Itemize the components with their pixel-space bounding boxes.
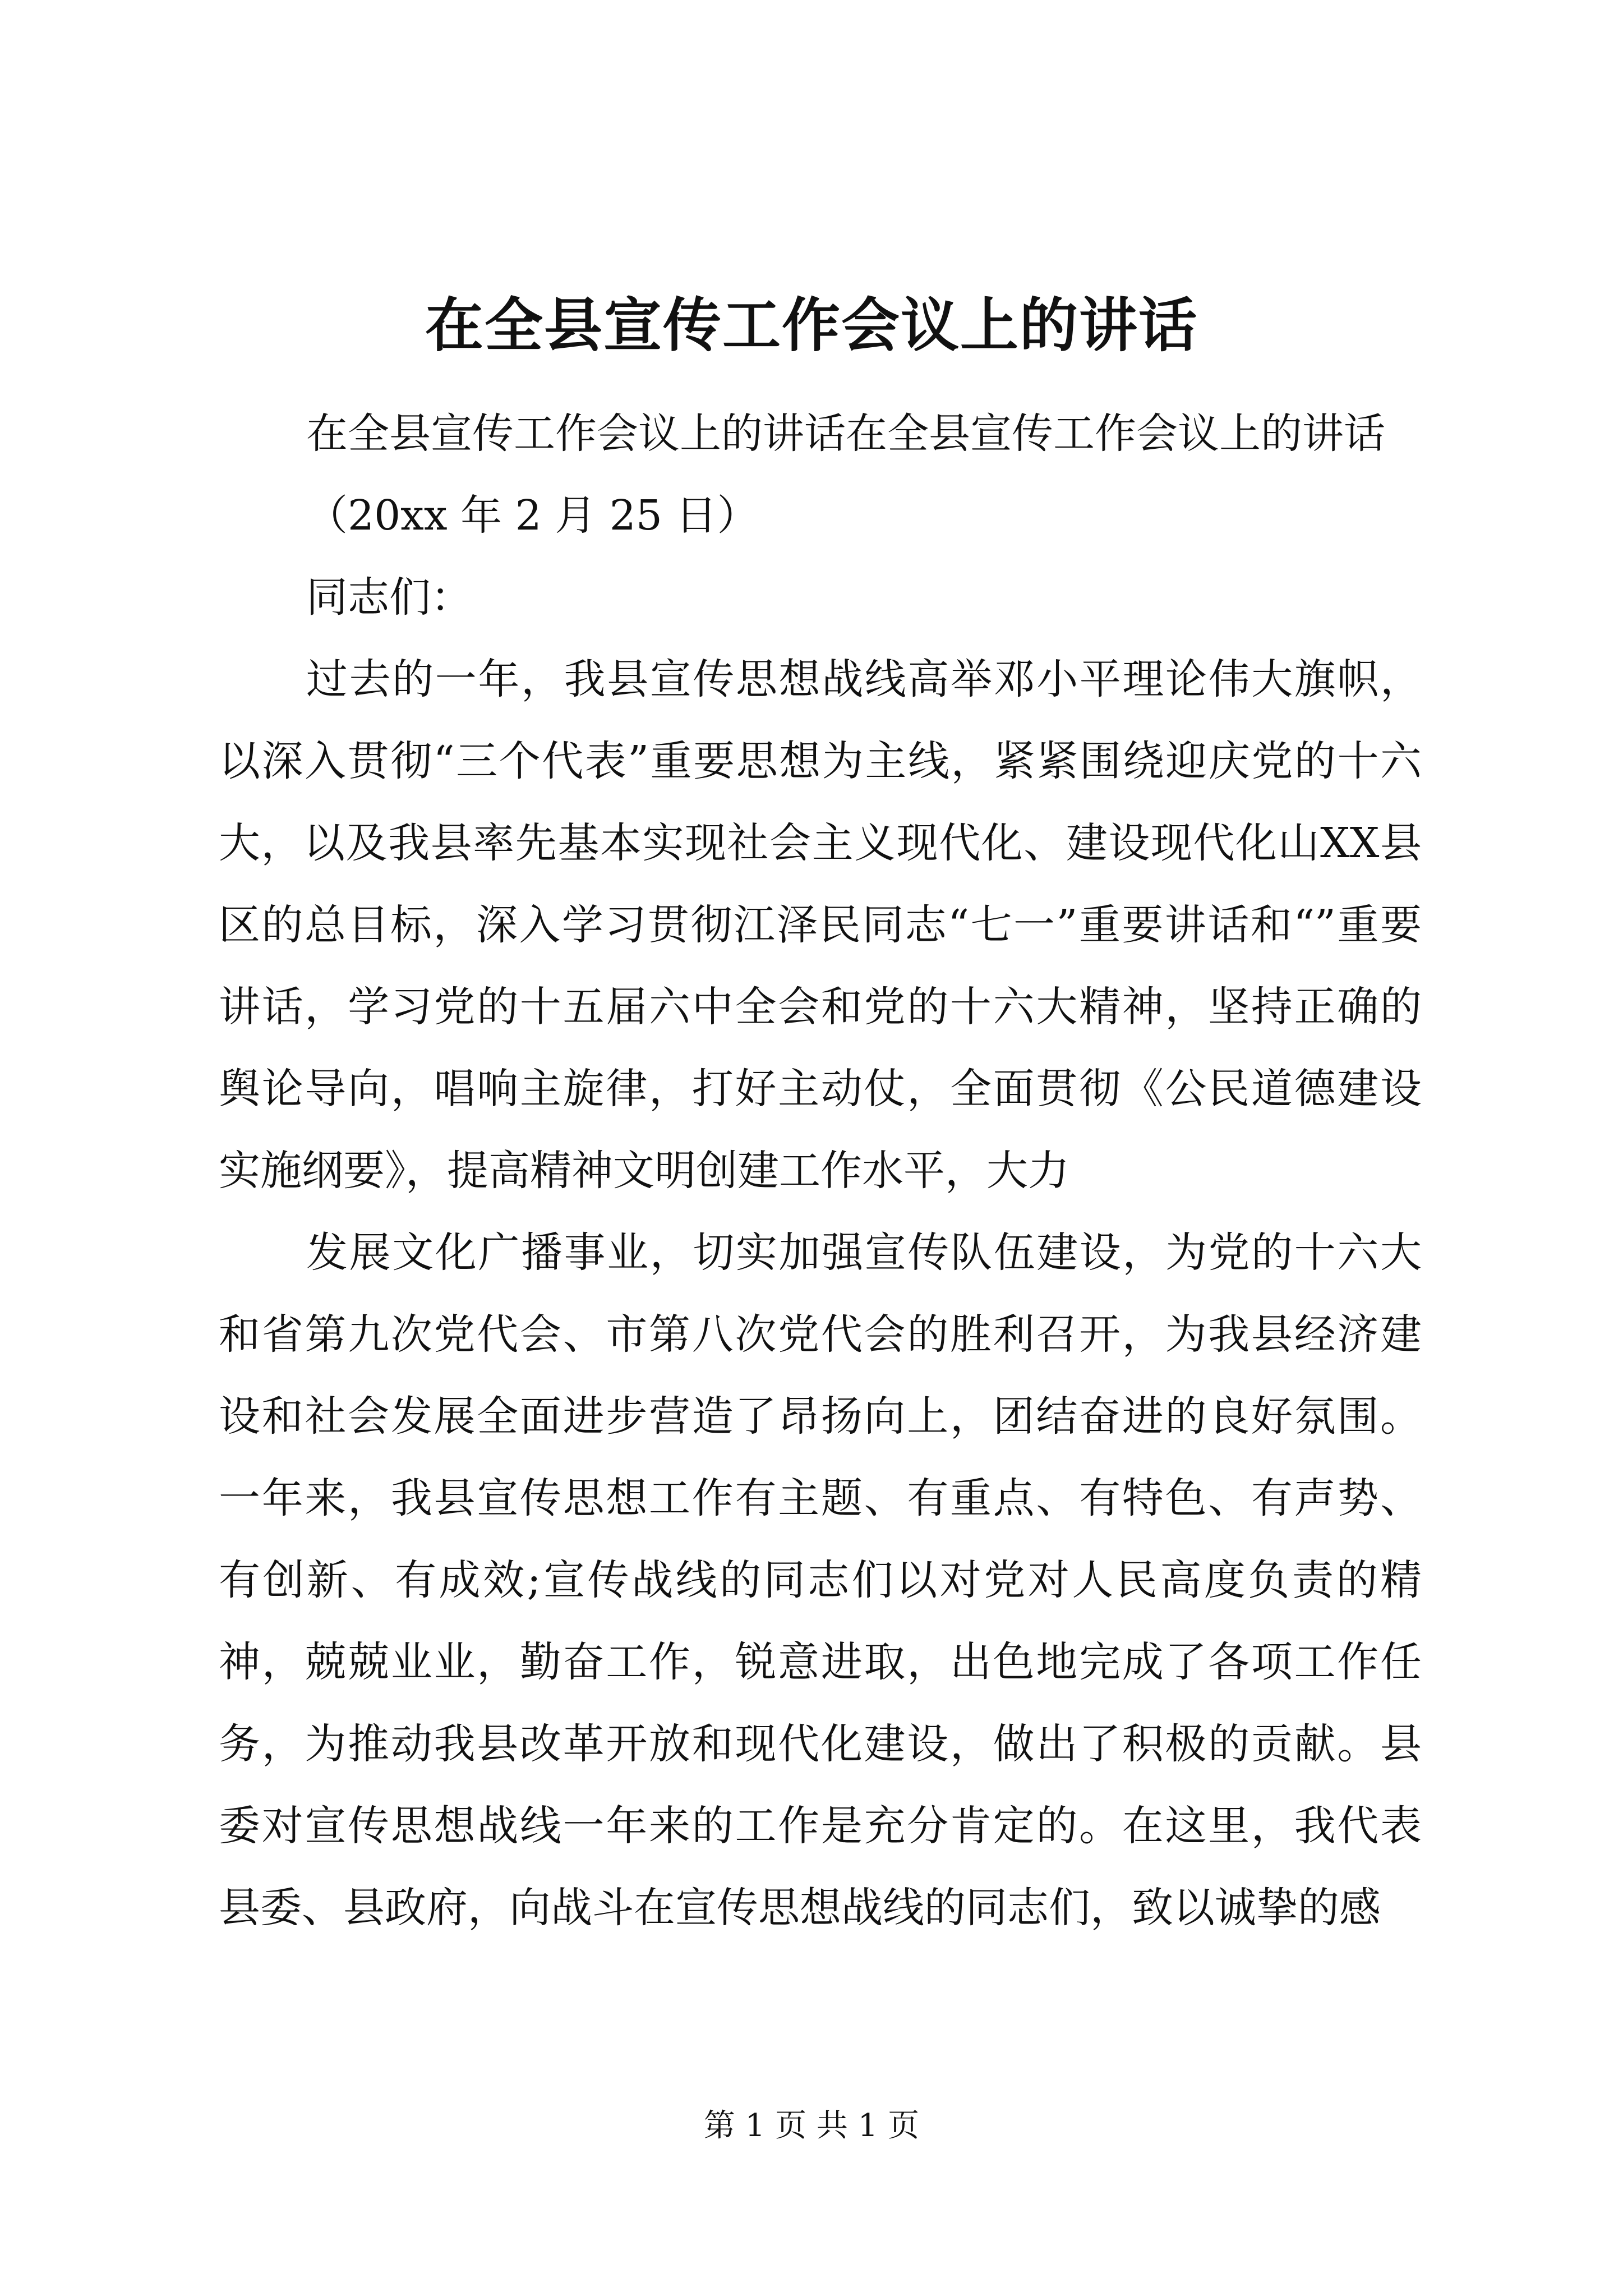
document-title: 在全县宣传工作会议上的讲话 [425,291,1198,360]
page-number-footer: 第 1 页 共 1 页 [703,2108,920,2144]
paragraph-date: （20xx 年 2 月 25 日） [306,491,759,540]
paragraph-body-2: 发展文化广播事业，切实加强宣传队伍建设，为党的十六大和省第九次党代会、市第八次党代会的胜利召开，为我县经济建设和社会发展全面进步营造了昂扬向上，团结奋进的良好氛围。一年来，我县宣传思想工作有主题、有重点、有特色、有声势、有创新、有成效;宣传战线的同志们以对党对人民高度负责的精神，兢兢业业，勤奋工作，锐意进取，出色地完成了各项工作任务，为推动我县改革开放和现代化建设，做出了积极的贡献。县委对宣传思想战线一年来的工作是充分肯定的。在这里，我代表县委、县政府，向战斗在宣传思想战线的同志们，致以诚挚的感 [219,1228,1422,1932]
document-body [219,393,1422,1949]
paragraph-salutation: 同志们： [306,573,472,622]
paragraph-heading-repeat: 在全县宣传工作会议上的讲话在全县宣传工作会议上的讲话 [306,409,1385,458]
paragraph-body-1: 过去的一年，我县宣传思想战线高举邓小平理论伟大旗帜，以深入贯彻“三个代表”重要思想为主线，紧紧围绕迎庆党的十六大，以及我县率先基本实现社会主义现代化、建设现代化山XX县区的总目标，深入学习贯彻江泽民同志“七一”重要讲话和“”重要讲话，学习党的十五届六中全会和党的十六大精神，坚持正确的舆论导向，唱响主旋律，打好主动仗，全面贯彻《公民道德建设实施纲要》，提高精神文明创建工作水平，大力 [219,655,1422,1195]
